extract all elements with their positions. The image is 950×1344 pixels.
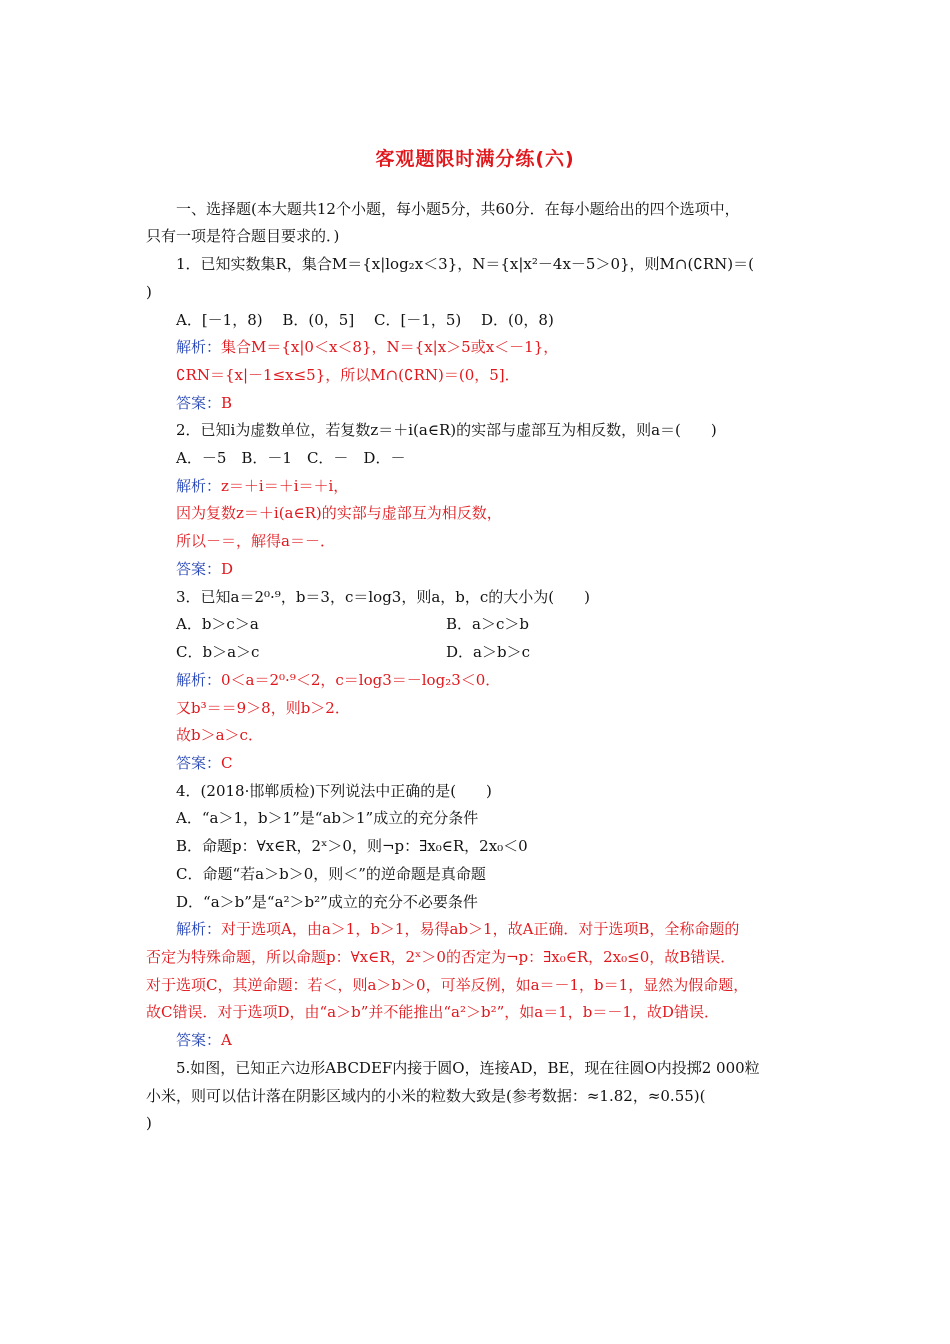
q3-option-b: B．a＞c＞b	[446, 615, 529, 633]
q3-answer	[176, 753, 846, 773]
q1-answer	[176, 393, 846, 413]
q3-options-row-1	[176, 614, 846, 634]
q5-stem-3: )	[146, 1114, 152, 1132]
q4-analysis-2: 否定为特殊命题，所以命题p：∀x∈R，2ˣ＞0的否定为¬p：∃x₀∈R，2x₀≤0，故B错误．	[146, 948, 736, 966]
q1-stem-cont: )	[146, 283, 152, 301]
q3-analysis-1	[176, 670, 846, 690]
q2-answer	[176, 559, 846, 579]
q4-stem: 4．(2018·邯郸质检)下列说法中正确的是( )	[176, 782, 492, 800]
q3-answer-label: 答案：	[176, 754, 222, 772]
q4-option-a: A．“a＞1，b＞1”是“ab＞1”成立的充分条件	[176, 809, 479, 827]
q1-analysis-2: ∁RN＝{x|－1≤x≤5}，所以M∩(∁RN)＝(0，5]．	[176, 366, 520, 384]
page-title: 客观题限时满分练(六)	[375, 148, 575, 170]
q3-analysis-label: 解析：	[176, 671, 222, 689]
intro-line-1: 一、选择题(本大题共12个小题，每小题5分，共60分．在每小题给出的四个选项中，	[176, 200, 740, 218]
q4-answer-value: A	[221, 1031, 232, 1049]
q3-option-c: C．b＞a＞c	[176, 643, 260, 661]
q1-analysis-label: 解析：	[176, 338, 222, 356]
q2-answer-label: 答案：	[176, 560, 222, 578]
intro-line-2: 只有一项是符合题目要求的．)	[146, 227, 340, 245]
q4-analysis-1	[176, 919, 816, 939]
q2-options: A．－5 B．－1 C．－ D．－	[176, 449, 406, 467]
q3-options-row-2	[176, 642, 846, 662]
q1-answer-value: B	[221, 394, 233, 412]
q5-stem-1: 5.如图，已知正六边形ABCDEF内接于圆O，连接AD，BE，现在往圆O内投掷2 000粒	[176, 1059, 760, 1077]
q1-analysis-1	[176, 337, 846, 357]
q2-analysis-text-1: z＝＋i＝＋i＝＋i，	[221, 477, 349, 495]
q1-analysis-text-1: 集合M＝{x|0＜x＜8}，N＝{x|x＞5或x＜－1}，	[221, 338, 559, 356]
q4-answer	[176, 1030, 846, 1050]
q2-analysis-label: 解析：	[176, 477, 222, 495]
q3-option-a: A．b＞c＞a	[176, 615, 259, 633]
q2-analysis-1	[176, 476, 846, 496]
q3-answer-value: C	[221, 754, 233, 772]
q2-analysis-2: 因为复数z＝＋i(a∈R)的实部与虚部互为相反数，	[176, 504, 502, 522]
q4-option-d: D．“a＞b”是“a²＞b²”成立的充分不必要条件	[176, 893, 478, 911]
q2-stem: 2．已知i为虚数单位，若复数z＝＋i(a∈R)的实部与虚部互为相反数，则a＝( )	[176, 421, 717, 439]
q4-analysis-text-1: 对于选项A，由a＞1，b＞1，易得ab＞1，故A正确．对于选项B，全称命题的	[221, 920, 740, 938]
q3-analysis-3: 故b＞a＞c．	[176, 726, 263, 744]
q3-stem: 3．已知a＝2⁰·⁹，b＝3，c＝log3，则a，b，c的大小为( )	[176, 588, 590, 606]
q2-analysis-3: 所以－＝，解得a＝－．	[176, 532, 335, 550]
q3-analysis-2: 又b³＝＝9＞8，则b＞2．	[176, 699, 350, 717]
q4-analysis-3: 对于选项C，其逆命题：若＜，则a＞b＞0，可举反例，如a＝－1，b＝1，显然为假命题，	[146, 976, 749, 994]
q1-stem: 1．已知实数集R，集合M＝{x|log₂x＜3}，N＝{x|x²－4x－5＞0}，则M∩(∁RN)＝(	[176, 255, 754, 273]
q2-answer-value: D	[221, 560, 234, 578]
q4-analysis-label: 解析：	[176, 920, 222, 938]
q5-stem-2: 小米，则可以估计落在阴影区域内的小米的粒数大致是(参考数据：≈1.82，≈0.55)(	[146, 1087, 706, 1105]
q3-analysis-text-1: 0＜a＝2⁰·⁹＜2，c＝log3＝－log₂3＜0．	[221, 671, 501, 689]
q4-option-b: B．命题p：∀x∈R，2ˣ＞0，则¬p：∃x₀∈R，2x₀＜0	[176, 837, 528, 855]
q4-answer-label: 答案：	[176, 1031, 222, 1049]
q4-option-c: C．命题“若a＞b＞0，则＜”的逆命题是真命题	[176, 865, 486, 883]
q1-answer-label: 答案：	[176, 394, 222, 412]
q4-analysis-4: 故C错误．对于选项D，由“a＞b”并不能推出“a²＞b²”，如a＝1，b＝－1，故D错误．	[146, 1003, 719, 1021]
q3-option-d: D．a＞b＞c	[446, 643, 530, 661]
q1-options: A．[－1，8) B．(0，5] C．[－1，5) D．(0，8)	[176, 311, 554, 329]
